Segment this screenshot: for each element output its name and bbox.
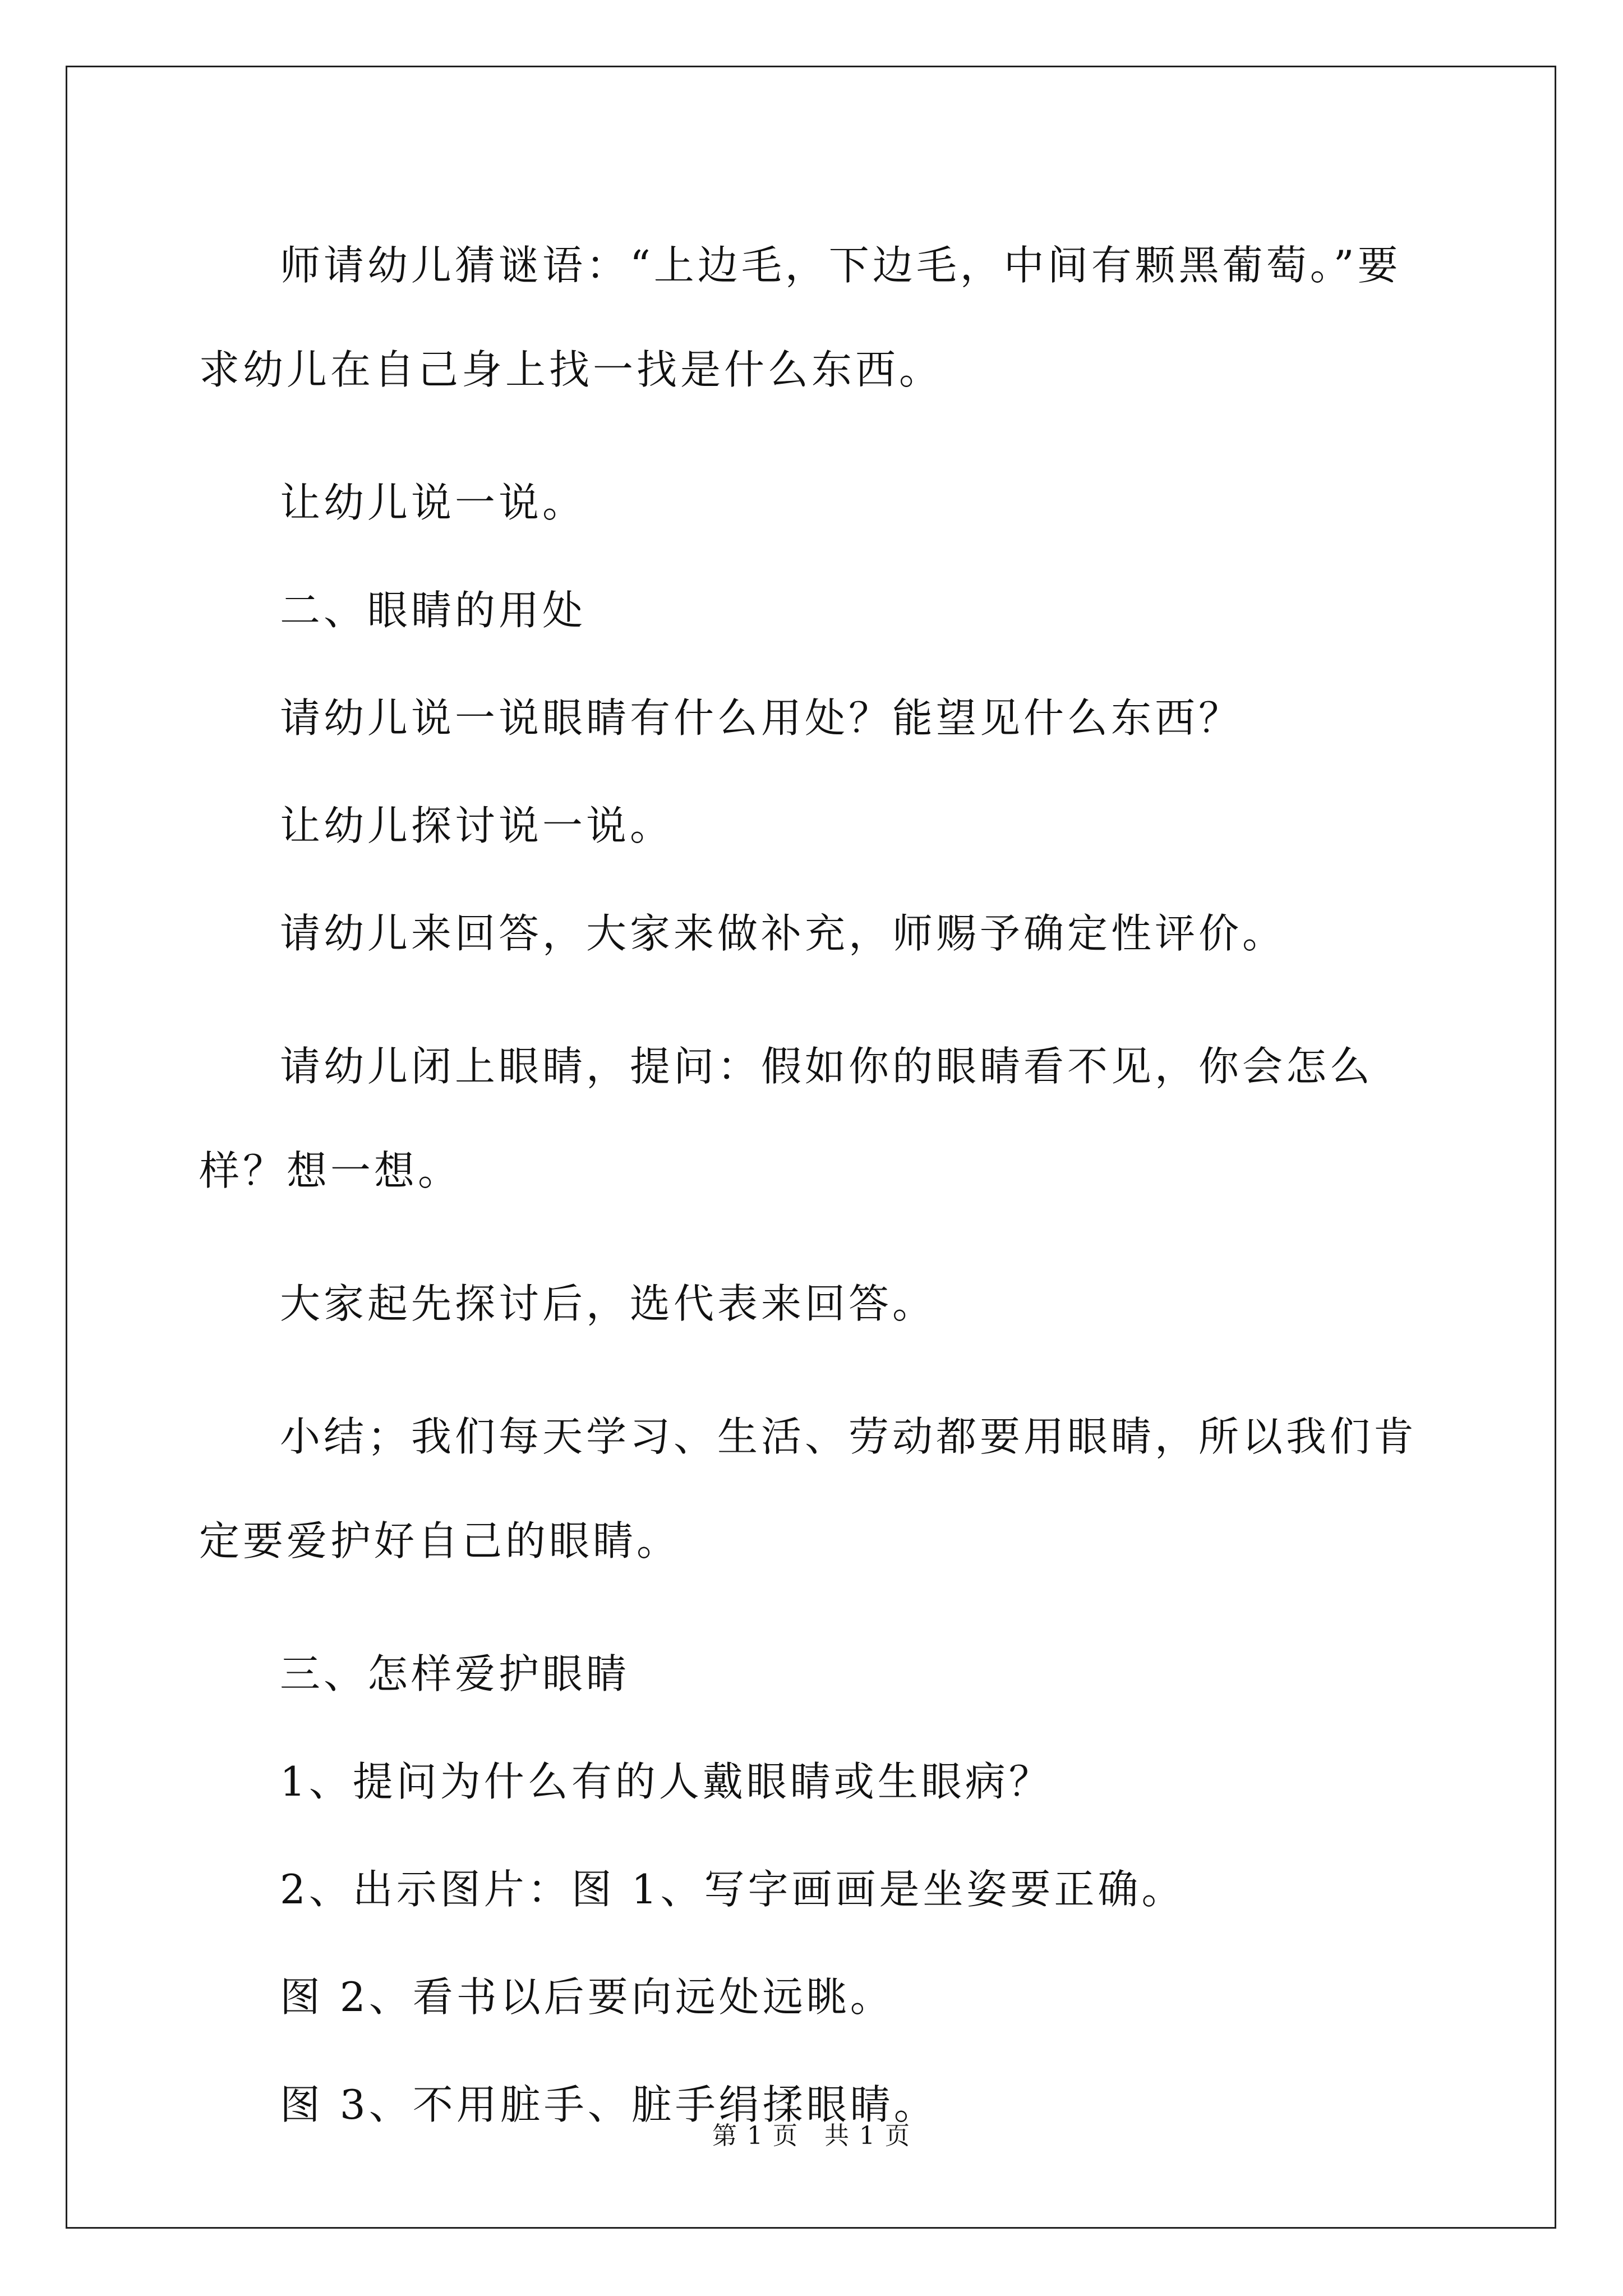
section-heading: 二、眼睛的用处 (280, 587, 587, 634)
page-footer: 第 1 页 共 1 页 (712, 2122, 911, 2150)
paragraph: 请幼儿说一说眼睛有什么用处？能望见什么东西？ (280, 694, 1243, 742)
section-heading: 三、怎样爱护眼睛 (280, 1650, 630, 1697)
paragraph: 大家起先探讨后，选代表来回答。 (280, 1280, 937, 1327)
list-item: 2、出示图片：图 1、写字画画是坐姿要正确。 (280, 1866, 1186, 1913)
paragraph: 图 2、看书以后要向远处远眺。 (280, 1973, 894, 2021)
paragraph: 请幼儿来回答，大家来做补充，师赐予确定性评价。 (280, 910, 1287, 957)
document-body (199, 213, 1433, 2185)
paragraph: 请幼儿闭上眼睛，提问：假如你的眼睛看不见，你会怎么样？想一想。 (199, 1043, 1374, 1194)
paragraph: 让幼儿探讨说一说。 (280, 802, 674, 849)
paragraph: 小结；我们每天学习、生活、劳动都要用眼睛，所以我们肯定要爱护好自己的眼睛。 (199, 1413, 1418, 1565)
paragraph: 图 3、不用脏手、脏手绢揉眼睛。 (280, 2081, 938, 2128)
list-item: 1、提问为什么有的人戴眼睛或生眼病？ (280, 1758, 1053, 1805)
paragraph: 让幼儿说一说。 (280, 479, 587, 526)
paragraph: 师请幼儿猜谜语：“上边毛，下边毛，中间有颗黑葡萄。”要求幼儿在自己身上找一找是什么东西。 (199, 242, 1401, 393)
